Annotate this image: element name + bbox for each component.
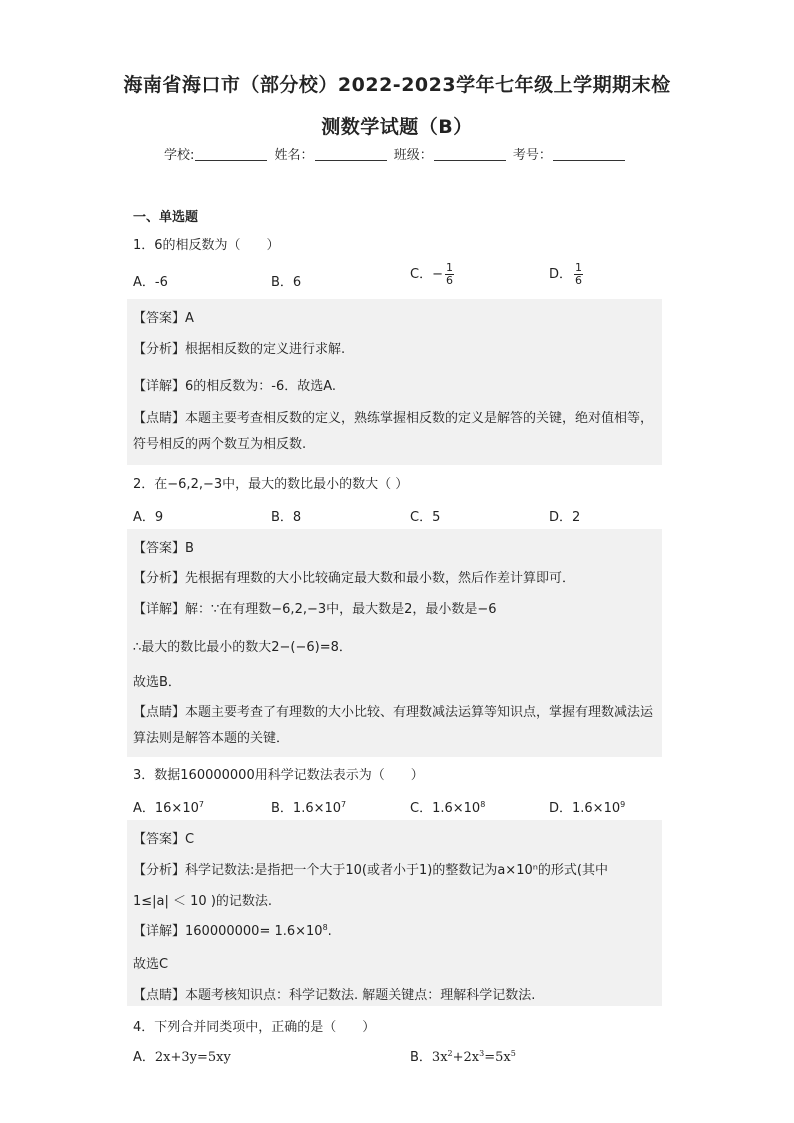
q2-answer: 【答案】B xyxy=(133,541,194,556)
number-field[interactable] xyxy=(553,147,625,161)
number-label: 考号： xyxy=(512,148,552,163)
q1-option-a: A．-6 xyxy=(133,275,168,290)
school-field[interactable] xyxy=(195,147,267,161)
q3-comment: 【点睛】本题考核知识点：科学记数法. 解题关键点：理解科学记数法. xyxy=(133,988,536,1003)
q3-stem: 3．数据160000000用科学记数法表示为（ ） xyxy=(133,768,424,783)
q2-option-b: B．8 xyxy=(271,510,302,525)
exam-title-line2: 测数学试题（B） xyxy=(321,116,473,138)
q3-option-d: D．$1.6\times 10^9$ xyxy=(549,800,626,816)
q3-analysis-cont: 1≤|a| ＜ 10 )的记数法. xyxy=(133,894,273,909)
class-label: 班级： xyxy=(393,148,433,163)
name-field[interactable] xyxy=(315,147,387,161)
q1-option-d: D． $\frac{1}{6}$ xyxy=(549,261,583,287)
exam-title-line1: 海南省海口市（部分校）2022-2023学年七年级上学期期末检 xyxy=(123,74,671,96)
q1-comment: 【点睛】本题主要考查相反数的定义，熟练掌握相反数的定义是解答的关键，绝对值相等，符号相反的两个数互为相反数. xyxy=(133,411,654,452)
q1-answer: 【答案】A xyxy=(133,311,194,326)
q3-answer: 【答案】C xyxy=(133,832,195,847)
q3-option-c: C．$1.6\times 10^8$ xyxy=(410,800,486,816)
q3-detail-choice: 故选C xyxy=(133,957,169,972)
school-label: 学校: xyxy=(164,148,195,163)
q2-option-d: D．2 xyxy=(549,510,581,525)
q2-option-c: C．5 xyxy=(410,510,441,525)
q2-detail-choice: 故选B． xyxy=(133,675,181,690)
q4-option-b: B．$3x^2+2x^3=5x^5$ xyxy=(410,1049,516,1065)
q1-analysis: 【分析】根据相反数的定义进行求解. xyxy=(133,342,346,357)
q4-stem: 4．下列合并同类项中，正确的是（ ） xyxy=(133,1020,376,1035)
q2-detail-conclusion: ∴最大的数比最小的数大2−(−6)=8． xyxy=(133,640,352,655)
q2-comment: 【点睛】本题主要考查了有理数的大小比较、有理数减法运算等知识点，掌握有理数减法运算法则是解答本题的关键． xyxy=(133,705,654,746)
q3-detail: 【详解】$160000000= 1.6\times 10^8$. xyxy=(133,923,332,939)
q3-answer-box xyxy=(127,820,662,1006)
section-title: 一、单选题 xyxy=(133,210,199,225)
q1-answer-box xyxy=(127,299,662,465)
q3-option-b: B．$1.6\times 10^7$ xyxy=(271,800,347,816)
q2-answer-box xyxy=(127,529,662,757)
q2-detail: 【详解】解：∵在有理数−6,2,−3中，最大数是2，最小数是−6 xyxy=(133,602,497,617)
name-label: 姓名： xyxy=(274,148,314,163)
q4-option-a: A．2x+3y=5xy xyxy=(133,1050,231,1065)
q2-stem: 2．在−6,2,−3中，最大的数比最小的数大（ ） xyxy=(133,477,409,492)
q1-detail: 【详解】6的相反数为：-6．故选A. xyxy=(133,379,337,394)
class-field[interactable] xyxy=(434,147,506,161)
student-info-row xyxy=(164,144,628,163)
q2-option-a: A．9 xyxy=(133,510,164,525)
q1-stem: 1．6的相反数为（ ） xyxy=(133,238,280,253)
q2-analysis: 【分析】先根据有理数的大小比较确定最大数和最小数，然后作差计算即可． xyxy=(133,571,576,586)
q3-analysis: 【分析】科学记数法:是指把一个大于10(或者小于1)的整数记为a×10ⁿ的形式(其中 xyxy=(133,863,608,878)
q1-option-c: C．− $\frac{1}{6}$ xyxy=(410,261,453,287)
q1-option-b: B．6 xyxy=(271,275,302,290)
q3-option-a: A．$16\times 10^7$ xyxy=(133,800,204,816)
